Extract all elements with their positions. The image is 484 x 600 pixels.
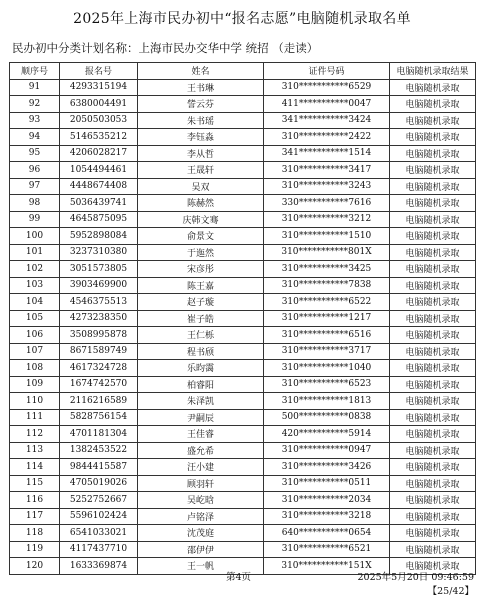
- table-row: [10, 360, 476, 377]
- result-cell: 电脑随机录取: [390, 558, 476, 575]
- name-cell: 柏睿阳: [138, 376, 264, 393]
- name-cell: 于迤然: [138, 244, 264, 261]
- table-row: [10, 393, 476, 410]
- result-cell: 电脑随机录取: [390, 277, 476, 294]
- result-cell: 电脑随机录取: [390, 409, 476, 426]
- result-cell: 电脑随机录取: [390, 244, 476, 261]
- id-number-cell: 341***********1514: [264, 145, 390, 162]
- seq-cell: 109: [10, 376, 60, 393]
- registration-number-cell: 1674742570: [60, 376, 138, 393]
- name-cell: 程书颀: [138, 343, 264, 360]
- table-row: [10, 327, 476, 344]
- registration-number-cell: 8671589749: [60, 343, 138, 360]
- plan-name: 民办初中分类计划名称：上海市民办交华中学 统招 （走读）: [12, 41, 319, 55]
- result-cell: 电脑随机录取: [390, 525, 476, 542]
- id-number-cell: 310***********3426: [264, 459, 390, 476]
- admission-table: [9, 62, 476, 575]
- seq-cell: 118: [10, 525, 60, 542]
- seq-cell: 100: [10, 228, 60, 245]
- name-cell: 邵伊伊: [138, 541, 264, 558]
- registration-number-cell: 3903469900: [60, 277, 138, 294]
- document-title: 2025年上海市民办初中“报名志愿”电脑随机录取名单: [73, 11, 411, 27]
- seq-cell: 99: [10, 211, 60, 228]
- name-cell: 卢铭泽: [138, 508, 264, 525]
- table-row: [10, 409, 476, 426]
- registration-number-cell: 5252752667: [60, 492, 138, 509]
- table-row: [10, 294, 476, 311]
- registration-number-cell: 5952898084: [60, 228, 138, 245]
- id-number-cell: 310***********3417: [264, 162, 390, 179]
- table-row: [10, 145, 476, 162]
- id-number-cell: 310***********151X: [264, 558, 390, 575]
- table-row: [10, 525, 476, 542]
- name-cell: 李从哲: [138, 145, 264, 162]
- table-row: [10, 195, 476, 212]
- seq-cell: 103: [10, 277, 60, 294]
- table-row: [10, 261, 476, 278]
- id-number-cell: 500***********0838: [264, 409, 390, 426]
- name-cell: 吴屹晗: [138, 492, 264, 509]
- id-number-cell: 411***********0047: [264, 96, 390, 113]
- seq-cell: 91: [10, 79, 60, 96]
- registration-number-cell: 1054494461: [60, 162, 138, 179]
- name-cell: 王书琳: [138, 79, 264, 96]
- id-number-cell: 310***********1040: [264, 360, 390, 377]
- registration-number-cell: 5146535212: [60, 129, 138, 146]
- registration-number-cell: 4701181304: [60, 426, 138, 443]
- name-cell: 汪小建: [138, 459, 264, 476]
- id-number-cell: 330***********7616: [264, 195, 390, 212]
- registration-number-cell: 3508995878: [60, 327, 138, 344]
- table-row: [10, 228, 476, 245]
- registration-number-cell: 1382453522: [60, 442, 138, 459]
- name-cell: 吴双: [138, 178, 264, 195]
- id-number-cell: 310***********6522: [264, 294, 390, 311]
- registration-number-cell: 1633369874: [60, 558, 138, 575]
- id-number-cell: 310***********2034: [264, 492, 390, 509]
- seq-cell: 96: [10, 162, 60, 179]
- id-number-cell: 310***********6523: [264, 376, 390, 393]
- id-number-cell: 310***********1813: [264, 393, 390, 410]
- table-row: [10, 244, 476, 261]
- page-count: 【25/42】: [427, 586, 474, 597]
- table-row: [10, 541, 476, 558]
- name-cell: 陈赫然: [138, 195, 264, 212]
- registration-number-cell: 5596102424: [60, 508, 138, 525]
- table-row: [10, 162, 476, 179]
- result-cell: 电脑随机录取: [390, 178, 476, 195]
- registration-number-cell: 2050503053: [60, 112, 138, 129]
- name-cell: 王一帆: [138, 558, 264, 575]
- table-row: [10, 376, 476, 393]
- id-number-cell: 640***********0654: [264, 525, 390, 542]
- table-row: [10, 343, 476, 360]
- result-cell: 电脑随机录取: [390, 360, 476, 377]
- seq-cell: 107: [10, 343, 60, 360]
- name-cell: 李钰淼: [138, 129, 264, 146]
- registration-number-cell: 2116216589: [60, 393, 138, 410]
- name-cell: 王仁栎: [138, 327, 264, 344]
- table-row: [10, 508, 476, 525]
- result-cell: 电脑随机录取: [390, 459, 476, 476]
- result-cell: 电脑随机录取: [390, 211, 476, 228]
- seq-cell: 94: [10, 129, 60, 146]
- table-row: [10, 211, 476, 228]
- seq-cell: 120: [10, 558, 60, 575]
- registration-number-cell: 4293315194: [60, 79, 138, 96]
- registration-number-cell: 9844415587: [60, 459, 138, 476]
- seq-cell: 117: [10, 508, 60, 525]
- registration-number-cell: 4645875095: [60, 211, 138, 228]
- result-cell: 电脑随机录取: [390, 393, 476, 410]
- page-number: 第4页: [226, 572, 252, 583]
- seq-cell: 115: [10, 475, 60, 492]
- result-cell: 电脑随机录取: [390, 195, 476, 212]
- column-header: 报名号: [60, 63, 138, 80]
- result-cell: 电脑随机录取: [390, 112, 476, 129]
- seq-cell: 104: [10, 294, 60, 311]
- registration-number-cell: 4617324728: [60, 360, 138, 377]
- id-number-cell: 310***********3425: [264, 261, 390, 278]
- table-row: [10, 310, 476, 327]
- name-cell: 顾羽轩: [138, 475, 264, 492]
- table-row: [10, 277, 476, 294]
- result-cell: 电脑随机录取: [390, 541, 476, 558]
- result-cell: 电脑随机录取: [390, 376, 476, 393]
- result-cell: 电脑随机录取: [390, 79, 476, 96]
- id-number-cell: 310***********3717: [264, 343, 390, 360]
- result-cell: 电脑随机录取: [390, 426, 476, 443]
- name-cell: 王晟轩: [138, 162, 264, 179]
- name-cell: 赵子璇: [138, 294, 264, 311]
- name-cell: 宋彦彤: [138, 261, 264, 278]
- column-header: 顺序号: [10, 63, 60, 80]
- id-number-cell: 310***********1510: [264, 228, 390, 245]
- table-row: [10, 475, 476, 492]
- table-row: [10, 129, 476, 146]
- name-cell: 俞景文: [138, 228, 264, 245]
- registration-number-cell: 5828756154: [60, 409, 138, 426]
- name-cell: 庆韩文骞: [138, 211, 264, 228]
- seq-cell: 102: [10, 261, 60, 278]
- registration-number-cell: 4705019026: [60, 475, 138, 492]
- table-row: [10, 178, 476, 195]
- column-header: 电脑随机录取结果: [390, 63, 476, 80]
- result-cell: 电脑随机录取: [390, 228, 476, 245]
- table-row: [10, 426, 476, 443]
- name-cell: 崔子皓: [138, 310, 264, 327]
- id-number-cell: 341***********3424: [264, 112, 390, 129]
- name-cell: 訾云芬: [138, 96, 264, 113]
- column-header: 姓名: [138, 63, 264, 80]
- id-number-cell: 310***********2422: [264, 129, 390, 146]
- seq-cell: 114: [10, 459, 60, 476]
- registration-number-cell: 4448674408: [60, 178, 138, 195]
- id-number-cell: 310***********6529: [264, 79, 390, 96]
- seq-cell: 98: [10, 195, 60, 212]
- name-cell: 王佳睿: [138, 426, 264, 443]
- name-cell: 尹嗣辰: [138, 409, 264, 426]
- id-number-cell: 310***********0511: [264, 475, 390, 492]
- name-cell: 沈茂庭: [138, 525, 264, 542]
- registration-number-cell: 4206028217: [60, 145, 138, 162]
- result-cell: 电脑随机录取: [390, 129, 476, 146]
- id-number-cell: 420***********5914: [264, 426, 390, 443]
- table-row: [10, 492, 476, 509]
- registration-number-cell: 5036439741: [60, 195, 138, 212]
- table-row: [10, 79, 476, 96]
- seq-cell: 106: [10, 327, 60, 344]
- result-cell: 电脑随机录取: [390, 508, 476, 525]
- result-cell: 电脑随机录取: [390, 492, 476, 509]
- result-cell: 电脑随机录取: [390, 294, 476, 311]
- registration-number-cell: 4273238350: [60, 310, 138, 327]
- name-cell: 陈王嘉: [138, 277, 264, 294]
- id-number-cell: 310***********1217: [264, 310, 390, 327]
- table-row: [10, 112, 476, 129]
- seq-cell: 105: [10, 310, 60, 327]
- column-header: 证件号码: [264, 63, 390, 80]
- result-cell: 电脑随机录取: [390, 343, 476, 360]
- id-number-cell: 310***********3243: [264, 178, 390, 195]
- seq-cell: 95: [10, 145, 60, 162]
- name-cell: 乐昀霭: [138, 360, 264, 377]
- table-header-row: [10, 63, 476, 80]
- table-row: [10, 442, 476, 459]
- result-cell: 电脑随机录取: [390, 442, 476, 459]
- table-row: [10, 96, 476, 113]
- seq-cell: 97: [10, 178, 60, 195]
- registration-number-cell: 4117437710: [60, 541, 138, 558]
- seq-cell: 101: [10, 244, 60, 261]
- seq-cell: 116: [10, 492, 60, 509]
- registration-number-cell: 6380004491: [60, 96, 138, 113]
- id-number-cell: 310***********0947: [264, 442, 390, 459]
- table-row: [10, 459, 476, 476]
- seq-cell: 93: [10, 112, 60, 129]
- result-cell: 电脑随机录取: [390, 96, 476, 113]
- name-cell: 盛允希: [138, 442, 264, 459]
- id-number-cell: 310***********3212: [264, 211, 390, 228]
- id-number-cell: 310***********3218: [264, 508, 390, 525]
- seq-cell: 119: [10, 541, 60, 558]
- seq-cell: 110: [10, 393, 60, 410]
- id-number-cell: 310***********801X: [264, 244, 390, 261]
- print-datetime: 2025年5月20日 09:46:59: [357, 572, 474, 583]
- registration-number-cell: 6541033021: [60, 525, 138, 542]
- seq-cell: 111: [10, 409, 60, 426]
- result-cell: 电脑随机录取: [390, 162, 476, 179]
- registration-number-cell: 4546375513: [60, 294, 138, 311]
- seq-cell: 92: [10, 96, 60, 113]
- id-number-cell: 310***********7838: [264, 277, 390, 294]
- result-cell: 电脑随机录取: [390, 261, 476, 278]
- result-cell: 电脑随机录取: [390, 475, 476, 492]
- result-cell: 电脑随机录取: [390, 145, 476, 162]
- registration-number-cell: 3237310380: [60, 244, 138, 261]
- result-cell: 电脑随机录取: [390, 327, 476, 344]
- registration-number-cell: 3051573805: [60, 261, 138, 278]
- id-number-cell: 310***********6516: [264, 327, 390, 344]
- id-number-cell: 310***********6521: [264, 541, 390, 558]
- name-cell: 朱泽凯: [138, 393, 264, 410]
- result-cell: 电脑随机录取: [390, 310, 476, 327]
- seq-cell: 113: [10, 442, 60, 459]
- seq-cell: 108: [10, 360, 60, 377]
- name-cell: 朱书瑶: [138, 112, 264, 129]
- seq-cell: 112: [10, 426, 60, 443]
